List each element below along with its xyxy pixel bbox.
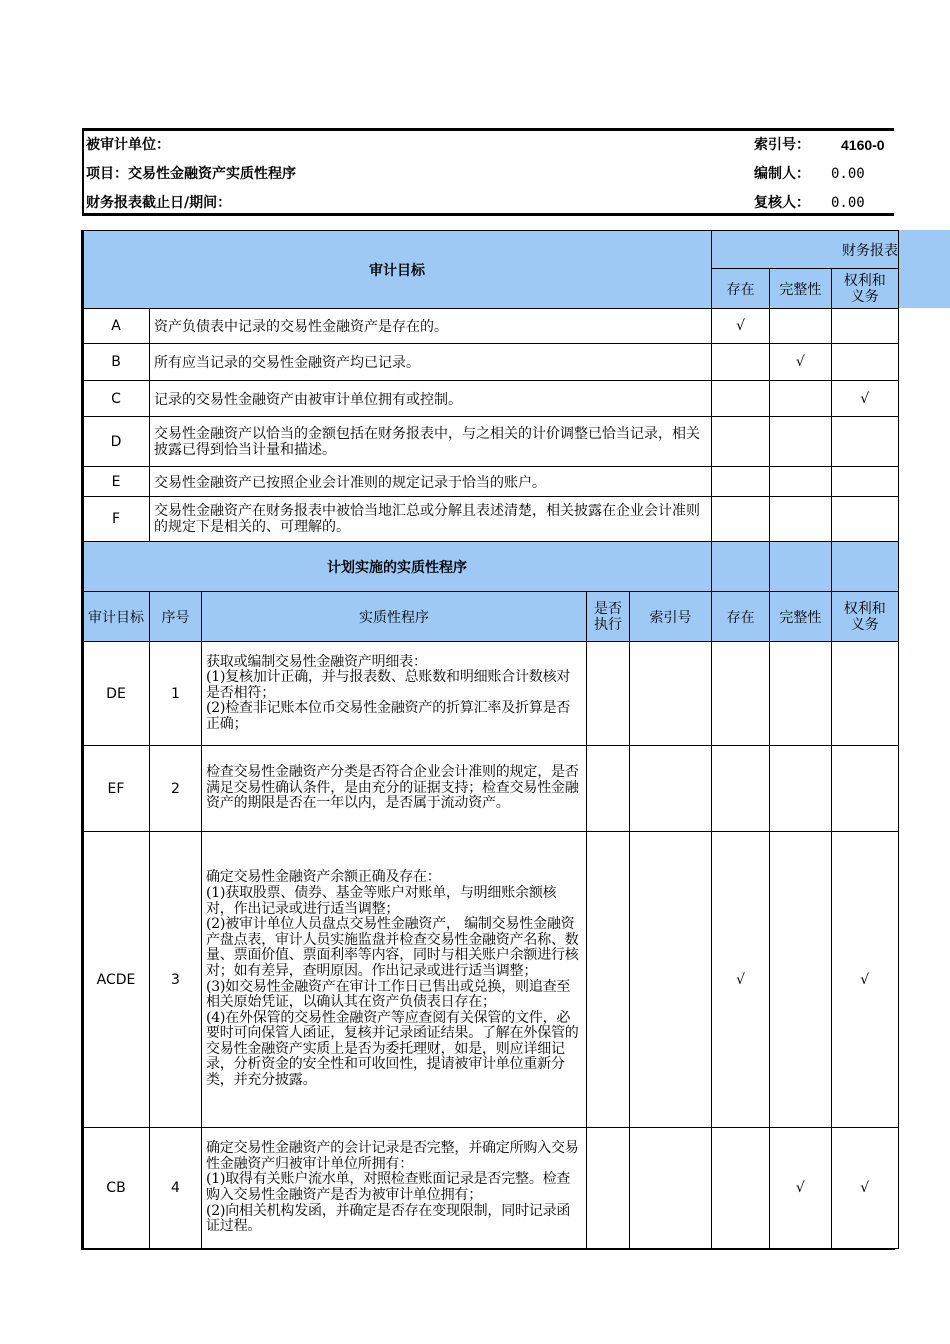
project-label: 项目：交易性金融资产实质性程序	[86, 166, 296, 182]
procedure-text: 确定交易性金融资产的会计记录是否完整，并确定所购入交易性金融资产归被审计单位所拥有： (1)取得有关账户流水单，对照检查账面记录是否完整。检查购入交易性金融资产是否为被审计单位拥有； (2)向相关机构发函，并确定是否存在变现限制，同时记录函证过程。	[202, 1128, 587, 1249]
procedures-title: 计划实施的实质性程序	[83, 542, 712, 592]
procedure-text: 检查交易性金融资产分类是否符合企业会计准则的规定，是否满足交易性确认条件，是由充分的证据支持；检查交易性金融资产的期限是否在一年以内，是否属于流动资产。	[202, 746, 587, 832]
procedure-row	[83, 746, 899, 832]
procedure-text: 获取或编制交易性金融资产明细表： (1)复核加计正确，并与报表数、总账数和明细账合计数核对是否相符； (2)检查非记账本位币交易性金融资产的折算汇率及折算是否正确；	[202, 642, 587, 746]
mark-existence	[712, 381, 770, 417]
objective-code: F	[83, 497, 150, 542]
mark-rights: √	[831, 381, 898, 417]
mark-rights: √	[831, 832, 898, 1128]
audit-table	[82, 230, 899, 1249]
col-index: 索引号	[630, 592, 712, 642]
objective-row	[83, 309, 899, 344]
mark-completeness: √	[770, 344, 831, 381]
objective-text: 交易性金融资产以恰当的金额包括在财务报表中，与之相关的计价调整已恰当记录，相关披露已得到恰当计量和描述。	[150, 417, 712, 467]
procedure-text: 确定交易性金融资产余额正确及存在： (1)获取股票、债券、基金等账户对账单，与明细账余额核对，作出记录或进行适当调整； (2)被审计单位人员盘点交易性金融资产， 编制交易性金融资产盘点表，审计人员实施监盘并检查交易性金融资产名称、数量、票面价值、票面利率等内容，同时与相关账户余额进行核对；如有差异，查明原因。作出记录或进行适当调整； (3)如交易性金融资产在审计工作日已售出或兑换，则追查至相关原始凭证，以确认其在资产负债表日存在； (4)在外保管的交易性金融资产等应查阅有关保管的文件，必要时可向保管人函证，复核并记录函证结果。了解在外保管的交易性金融资产实质上是否为委托理财，如是，则应详细记录，分析资金的安全性和可收回性，提请被审计单位重新分类，并充分披露。	[202, 832, 587, 1128]
procedure-seq: 4	[150, 1128, 202, 1249]
procedure-seq: 2	[150, 746, 202, 832]
period-label: 财务报表截止日/期间：	[86, 195, 232, 211]
col-procedure: 实质性程序	[202, 592, 587, 642]
procedure-objective: CB	[83, 1128, 150, 1249]
table-left-border	[81, 230, 84, 1250]
preparer-value: 0.00	[831, 166, 865, 182]
procedure-seq: 1	[150, 642, 202, 746]
mark-rights	[831, 642, 898, 746]
reviewer-label: 复核人：	[754, 195, 810, 211]
col-existence: 存在	[712, 269, 770, 309]
mark-completeness	[770, 497, 831, 542]
objective-code: D	[83, 417, 150, 467]
mark-completeness: √	[770, 1128, 831, 1249]
index-cell[interactable]	[630, 1128, 712, 1249]
objective-text: 交易性金融资产已按照企业会计准则的规定记录于恰当的账户。	[150, 467, 712, 497]
index-value: 4160-0	[841, 137, 885, 153]
index-cell[interactable]	[630, 642, 712, 746]
mark-existence	[712, 344, 770, 381]
col-objective: 审计目标	[83, 592, 150, 642]
col-executed: 是否 执行	[587, 592, 630, 642]
executed-cell[interactable]	[587, 1128, 630, 1249]
procedure-row	[83, 642, 899, 746]
procedure-objective: EF	[83, 746, 150, 832]
objective-code: A	[83, 309, 150, 344]
objective-code: B	[83, 344, 150, 381]
executed-cell[interactable]	[587, 832, 630, 1128]
table-bottom-border	[81, 1248, 895, 1250]
objective-row	[83, 497, 899, 542]
col-rights: 权利和 义务	[831, 592, 898, 642]
reviewer-value: 0.00	[831, 195, 865, 211]
objective-row	[83, 381, 899, 417]
mark-completeness	[770, 642, 831, 746]
mark-completeness	[770, 832, 831, 1128]
objective-text: 记录的交易性金融资产由被审计单位拥有或控制。	[150, 381, 712, 417]
mark-existence	[712, 642, 770, 746]
mark-rights	[831, 417, 898, 467]
blue-cell	[712, 542, 770, 592]
mark-existence	[712, 497, 770, 542]
mark-rights	[831, 746, 898, 832]
mark-existence	[712, 467, 770, 497]
objective-code: E	[83, 467, 150, 497]
mark-existence: √	[712, 832, 770, 1128]
col-existence: 存在	[712, 592, 770, 642]
auditee-label: 被审计单位：	[86, 137, 170, 153]
col-completeness: 完整性	[770, 592, 831, 642]
executed-cell[interactable]	[587, 746, 630, 832]
header-overflow-strip	[894, 230, 950, 308]
objective-row	[83, 467, 899, 497]
mark-completeness	[770, 309, 831, 344]
mark-rights	[831, 497, 898, 542]
mark-existence	[712, 746, 770, 832]
procedure-row	[83, 832, 899, 1128]
mark-completeness	[770, 381, 831, 417]
objective-row	[83, 417, 899, 467]
blue-cell	[831, 542, 898, 592]
mark-rights	[831, 309, 898, 344]
procedure-objective: DE	[83, 642, 150, 746]
objective-code: C	[83, 381, 150, 417]
index-cell[interactable]	[630, 746, 712, 832]
objective-text: 所有应当记录的交易性金融资产均已记录。	[150, 344, 712, 381]
mark-rights	[831, 467, 898, 497]
mark-existence	[712, 417, 770, 467]
header-block	[82, 128, 894, 216]
preparer-label: 编制人：	[754, 166, 810, 182]
objective-row	[83, 344, 899, 381]
mark-completeness	[770, 417, 831, 467]
index-label: 索引号：	[754, 137, 810, 153]
index-cell[interactable]	[630, 832, 712, 1128]
col-seq: 序号	[150, 592, 202, 642]
mark-rights: √	[831, 1128, 898, 1249]
objective-text: 资产负债表中记录的交易性金融资产是存在的。	[150, 309, 712, 344]
mark-rights	[831, 344, 898, 381]
procedure-objective: ACDE	[83, 832, 150, 1128]
col-rights: 权利和 义务	[831, 269, 898, 309]
col-completeness: 完整性	[770, 269, 831, 309]
blue-cell	[770, 542, 831, 592]
mark-completeness	[770, 746, 831, 832]
mark-completeness	[770, 467, 831, 497]
executed-cell[interactable]	[587, 642, 630, 746]
mark-existence: √	[712, 309, 770, 344]
objective-text: 交易性金融资产在财务报表中被恰当地汇总或分解且表述清楚，相关披露在企业会计准则的规定下是相关的、可理解的。	[150, 497, 712, 542]
assertions-group-title: 财务报表	[712, 231, 899, 269]
procedure-row	[83, 1128, 899, 1249]
mark-existence	[712, 1128, 770, 1249]
procedure-seq: 3	[150, 832, 202, 1128]
objectives-title: 审计目标	[83, 231, 712, 309]
